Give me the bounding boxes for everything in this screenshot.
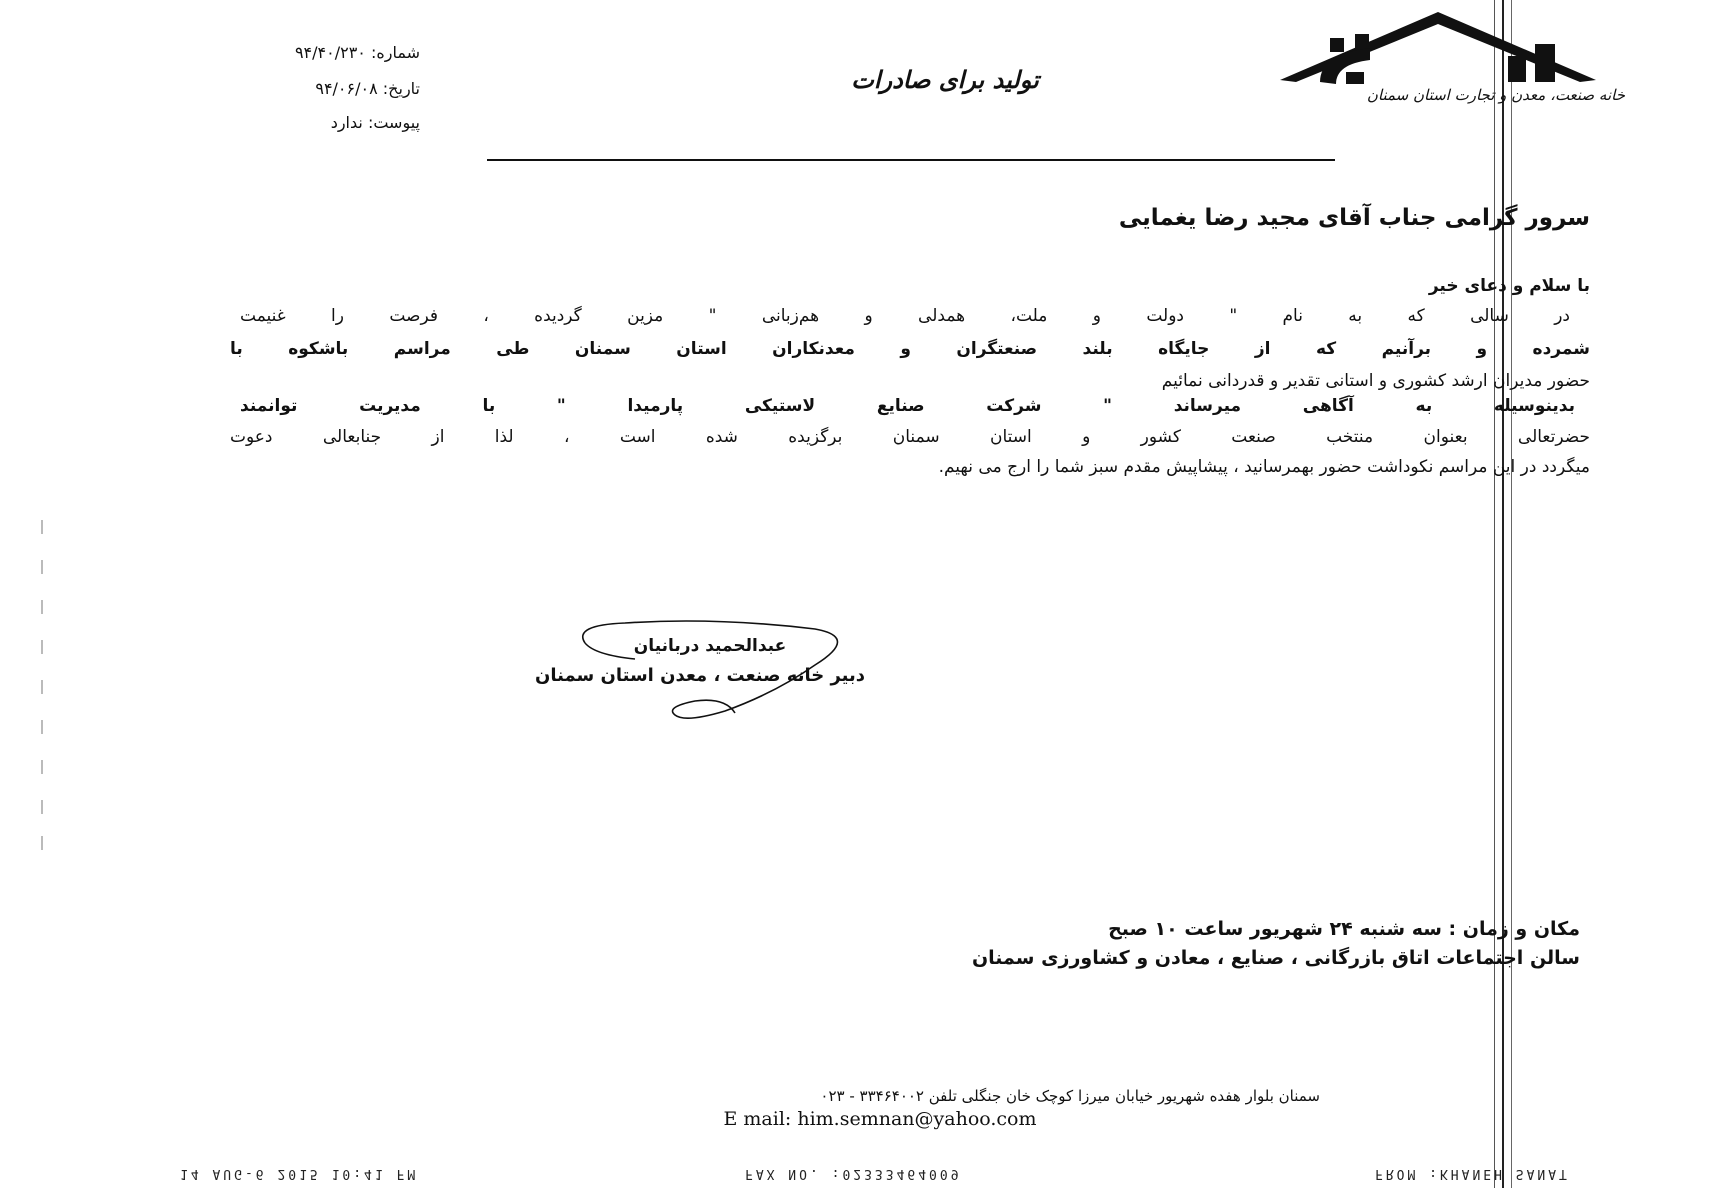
fax-header-left: 14 AUG-6 2015 10:41 FM	[180, 1166, 419, 1181]
fax-header-right: FROM :KHANEH SANAT	[1375, 1166, 1570, 1181]
scan-line	[1494, 0, 1495, 1188]
footer-email: E mail: him.semnan@yahoo.com	[723, 1108, 1037, 1130]
header-divider	[487, 159, 1335, 161]
letter-attachment: پیوست: ندارد	[330, 113, 420, 132]
scan-edge-marks	[40, 520, 44, 850]
body-line: شمرده و برآنیم که از جایگاه بلند صنعتگران و معدنکاران استان سمنان طی مراسم باشکوه با	[230, 339, 1590, 359]
event-time: مکان و زمان : سه شنبه ۲۴ شهریور ساعت ۱۰ صبح	[1108, 918, 1580, 940]
letter-date: تاریخ: ۹۴/۰۶/۰۸	[315, 79, 420, 98]
logo-caption: خانه صنعت، معدن و تجارت استان سمنان	[1366, 86, 1625, 104]
body-line: در سالی که به نام " دولت و ملت، همدلی و هم‌زبانی " مزین گردیده ، فرصت را غنیمت	[240, 306, 1570, 326]
letterhead-slogan: تولید برای صادرات	[851, 66, 1039, 94]
body-line: میگردد در این مراسم نکوداشت حضور بهمرسانید ، پیشاپیش مقدم سبز شما را ارج می نهیم.	[938, 457, 1590, 477]
body-line: بدینوسیله به آگاهی میرساند " شرکت صنایع لاستیکی پارمیدا " با مدیریت توانمند	[240, 396, 1575, 416]
greeting: با سلام و دعای خیر	[1428, 276, 1590, 296]
scan-line	[1511, 0, 1512, 1188]
scan-line	[1502, 0, 1504, 1188]
signatory-title: دبیر خانه صنعت ، معدن استان سمنان	[535, 665, 865, 686]
body-line: حضرتعالی بعنوان منتخب صنعت کشور و استان سمنان برگزیده شده است ، لذا از جنابعالی دعوت	[230, 427, 1590, 447]
recipient-salutation: سرور گرامی جناب آقای مجید رضا یغمایی	[1118, 205, 1590, 231]
event-place: سالن اجتماعات اتاق بازرگانی ، صنایع ، معادن و کشاورزی سمنان	[971, 947, 1580, 969]
letter-number: شماره: ۹۴/۴۰/۲۳۰	[294, 43, 420, 62]
fax-header-center: FAX NO. :02333464009	[745, 1166, 962, 1181]
footer-address: سمنان بلوار هفده شهریور خیابان میرزا کوچک خان جنگلی تلفن ۳۳۴۶۴۰۰۲ - ۰۲۳	[820, 1087, 1320, 1105]
body-line: حضور مدیران ارشد کشوری و استانی تقدیر و قدردانی نمائیم	[1161, 371, 1590, 391]
signatory-name: عبدالحمید دربانیان	[633, 636, 787, 656]
